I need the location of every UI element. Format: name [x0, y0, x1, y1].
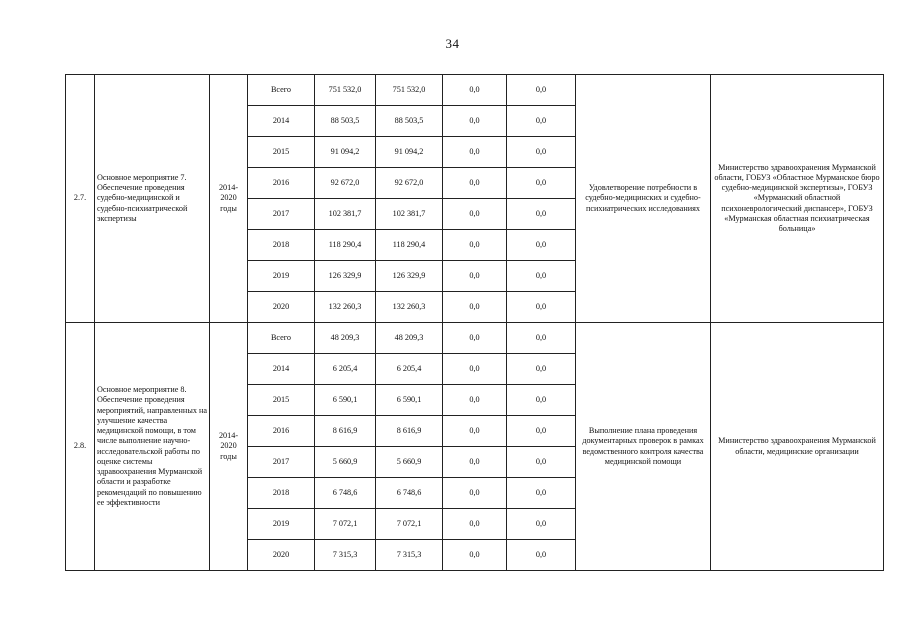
measure-name: Основное мероприятие 7. Обеспечение проведения судебно-медицинской и судебно-психиатрической экспертизы [95, 75, 210, 323]
federal-cell: 0,0 [443, 478, 507, 509]
other-cell: 0,0 [507, 354, 576, 385]
regional-cell: 6 748,6 [376, 478, 443, 509]
measure-number: 2.7. [66, 75, 95, 323]
federal-cell: 0,0 [443, 230, 507, 261]
measure-period: 2014-2020 годы [210, 75, 248, 323]
federal-cell: 0,0 [443, 261, 507, 292]
total-cell: 118 290,4 [315, 230, 376, 261]
year-cell: 2020 [248, 292, 315, 323]
measure-period: 2014-2020 годы [210, 323, 248, 571]
year-cell: 2020 [248, 540, 315, 571]
regional-cell: 126 329,9 [376, 261, 443, 292]
other-cell: 0,0 [507, 323, 576, 354]
measure-name: Основное мероприятие 8. Обеспечение проведения мероприятий, направленных на улучшение качества медицинской помощи, в том числе выполнение научно-исследовательской работы по оценке системы здравоохранения Мурманской области и разработке рекомендаций по повышению ее эффективности [95, 323, 210, 571]
federal-cell: 0,0 [443, 106, 507, 137]
measure-executor: Министерство здравоохранения Мурманской области, медицинские организации [711, 323, 884, 571]
other-cell: 0,0 [507, 106, 576, 137]
total-cell: 7 315,3 [315, 540, 376, 571]
year-cell: 2018 [248, 230, 315, 261]
federal-cell: 0,0 [443, 416, 507, 447]
regional-cell: 48 209,3 [376, 323, 443, 354]
federal-cell: 0,0 [443, 168, 507, 199]
regional-cell: 91 094,2 [376, 137, 443, 168]
total-cell: 6 205,4 [315, 354, 376, 385]
total-cell: 132 260,3 [315, 292, 376, 323]
year-cell: 2018 [248, 478, 315, 509]
other-cell: 0,0 [507, 75, 576, 106]
regional-cell: 8 616,9 [376, 416, 443, 447]
other-cell: 0,0 [507, 230, 576, 261]
year-cell: 2014 [248, 354, 315, 385]
total-cell: 126 329,9 [315, 261, 376, 292]
total-cell: 6 748,6 [315, 478, 376, 509]
other-cell: 0,0 [507, 509, 576, 540]
regional-cell: 132 260,3 [376, 292, 443, 323]
regional-cell: 751 532,0 [376, 75, 443, 106]
federal-cell: 0,0 [443, 75, 507, 106]
federal-cell: 0,0 [443, 540, 507, 571]
total-cell: 91 094,2 [315, 137, 376, 168]
total-cell: 88 503,5 [315, 106, 376, 137]
year-cell: 2019 [248, 261, 315, 292]
year-cell: 2016 [248, 416, 315, 447]
other-cell: 0,0 [507, 137, 576, 168]
regional-cell: 118 290,4 [376, 230, 443, 261]
year-cell: 2015 [248, 137, 315, 168]
page-number: 34 [445, 36, 460, 51]
regional-cell: 6 590,1 [376, 385, 443, 416]
regional-cell: 5 660,9 [376, 447, 443, 478]
measure-result: Удовлетворение потребности в судебно-медицинских и судебно-психиатрических исследованиях [576, 75, 711, 323]
other-cell: 0,0 [507, 199, 576, 230]
year-cell: 2014 [248, 106, 315, 137]
total-cell: 751 532,0 [315, 75, 376, 106]
other-cell: 0,0 [507, 478, 576, 509]
federal-cell: 0,0 [443, 137, 507, 168]
federal-cell: 0,0 [443, 509, 507, 540]
total-cell: 6 590,1 [315, 385, 376, 416]
year-cell: Всего [248, 323, 315, 354]
federal-cell: 0,0 [443, 447, 507, 478]
measure-number: 2.8. [66, 323, 95, 571]
total-cell: 7 072,1 [315, 509, 376, 540]
program-measures-table [65, 74, 884, 571]
year-cell: 2017 [248, 199, 315, 230]
regional-cell: 102 381,7 [376, 199, 443, 230]
regional-cell: 7 315,3 [376, 540, 443, 571]
federal-cell: 0,0 [443, 354, 507, 385]
federal-cell: 0,0 [443, 199, 507, 230]
year-cell: Всего [248, 75, 315, 106]
other-cell: 0,0 [507, 416, 576, 447]
regional-cell: 88 503,5 [376, 106, 443, 137]
federal-cell: 0,0 [443, 292, 507, 323]
year-cell: 2016 [248, 168, 315, 199]
other-cell: 0,0 [507, 447, 576, 478]
total-cell: 48 209,3 [315, 323, 376, 354]
federal-cell: 0,0 [443, 385, 507, 416]
table-row [66, 75, 884, 106]
federal-cell: 0,0 [443, 323, 507, 354]
other-cell: 0,0 [507, 540, 576, 571]
measure-result: Выполнение плана проведения документарных проверок в рамках ведомственного контроля качества медицинской помощи [576, 323, 711, 571]
other-cell: 0,0 [507, 168, 576, 199]
table-row [66, 323, 884, 354]
total-cell: 102 381,7 [315, 199, 376, 230]
year-cell: 2017 [248, 447, 315, 478]
total-cell: 92 672,0 [315, 168, 376, 199]
year-cell: 2019 [248, 509, 315, 540]
regional-cell: 92 672,0 [376, 168, 443, 199]
total-cell: 8 616,9 [315, 416, 376, 447]
year-cell: 2015 [248, 385, 315, 416]
other-cell: 0,0 [507, 261, 576, 292]
regional-cell: 6 205,4 [376, 354, 443, 385]
measure-executor: Министерство здравоохранения Мурманской области, ГОБУЗ «Областное Мурманское бюро судебно-медицинской экспертизы», ГОБУЗ «Мурманский областной психоневрологический диспансер», ГОБУЗ «Мурманская областная психиатрическая больница» [711, 75, 884, 323]
total-cell: 5 660,9 [315, 447, 376, 478]
regional-cell: 7 072,1 [376, 509, 443, 540]
other-cell: 0,0 [507, 292, 576, 323]
other-cell: 0,0 [507, 385, 576, 416]
